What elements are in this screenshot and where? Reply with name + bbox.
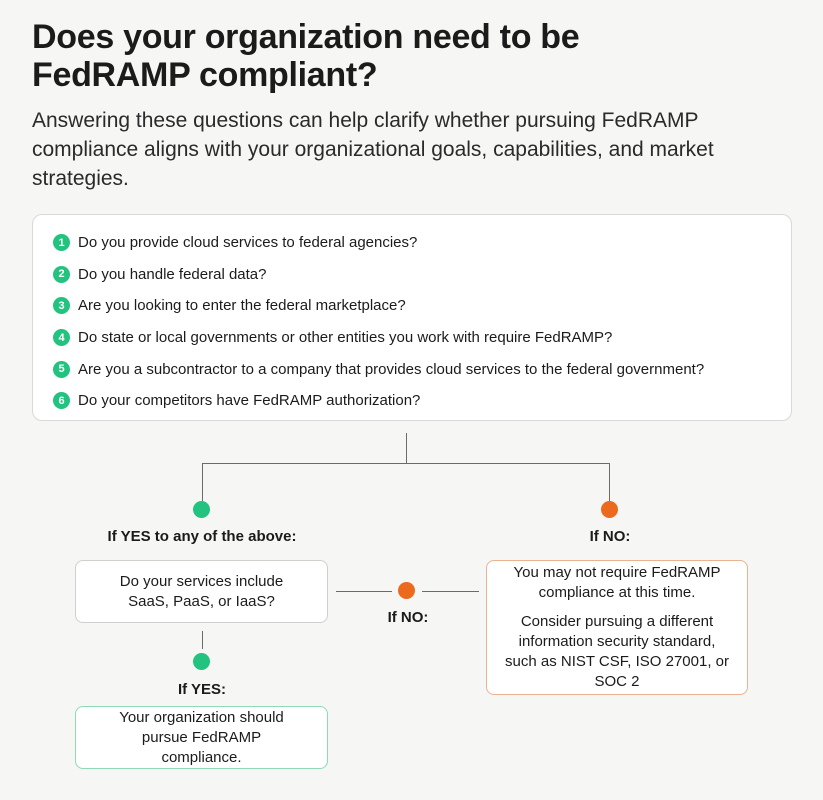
question-item xyxy=(53,290,791,322)
no-top-label: If NO: xyxy=(589,528,631,545)
number-badge-5: 5 xyxy=(53,361,70,378)
question-item xyxy=(53,353,791,385)
question-text: Are you looking to enter the federal marketplace? xyxy=(78,297,406,315)
no-top-dot-icon xyxy=(601,501,618,518)
number-badge-2: 2 xyxy=(53,266,70,283)
question-item xyxy=(53,227,791,259)
result-yes-text: Your organization should pursue FedRAMP compliance. xyxy=(119,708,284,766)
question-text: Are you a subcontractor to a company that provides cloud services to the federal government? xyxy=(78,360,705,378)
number-badge-6: 6 xyxy=(53,392,70,409)
result-no-text-1: You may not require FedRAMP compliance at this time. xyxy=(513,564,721,601)
services-question-box xyxy=(75,560,328,623)
result-no-text-2: Consider pursuing a different information security standard, such as NIST CSF, ISO 27001, or SOC 2 xyxy=(505,613,729,690)
connector-no-right xyxy=(422,591,479,592)
yes-any-label: If YES to any of the above: xyxy=(107,528,297,545)
number-badge-1: 1 xyxy=(53,234,70,251)
number-badge-4: 4 xyxy=(53,329,70,346)
questions-box xyxy=(32,214,792,421)
no-middle-label: If NO: xyxy=(387,609,429,626)
question-text: Do state or local governments or other entities you work with require FedRAMP? xyxy=(78,329,613,347)
connector-branch-horizontal xyxy=(202,463,610,464)
result-no-box xyxy=(486,560,748,695)
services-question-text: Do your services include SaaS, PaaS, or IaaS? xyxy=(119,572,284,610)
page-subtitle: Answering these questions can help clarify whether pursuing FedRAMP compliance aligns with your organizational goals, capabilities, and market strategies. xyxy=(32,109,714,190)
question-item xyxy=(53,385,791,417)
connector-branch-right xyxy=(609,463,610,501)
question-text: Do you provide cloud services to federal agencies? xyxy=(78,234,418,252)
connector-branch-left xyxy=(202,463,203,501)
result-yes-box xyxy=(75,706,328,769)
yes-any-dot-icon xyxy=(193,501,210,518)
connector-no-left xyxy=(336,591,392,592)
question-text: Do your competitors have FedRAMP authorization? xyxy=(78,392,421,410)
connector-yes-down xyxy=(202,631,203,649)
yes-dot-icon xyxy=(193,653,210,670)
question-item xyxy=(53,322,791,354)
question-item xyxy=(53,259,791,291)
page-title: Does your organization need to be FedRAMP compliant? xyxy=(32,18,580,94)
question-text: Do you handle federal data? xyxy=(78,265,267,283)
number-badge-3: 3 xyxy=(53,297,70,314)
connector-stem-top xyxy=(406,433,407,463)
yes-label: If YES: xyxy=(177,681,227,698)
no-middle-dot-icon xyxy=(398,582,415,599)
